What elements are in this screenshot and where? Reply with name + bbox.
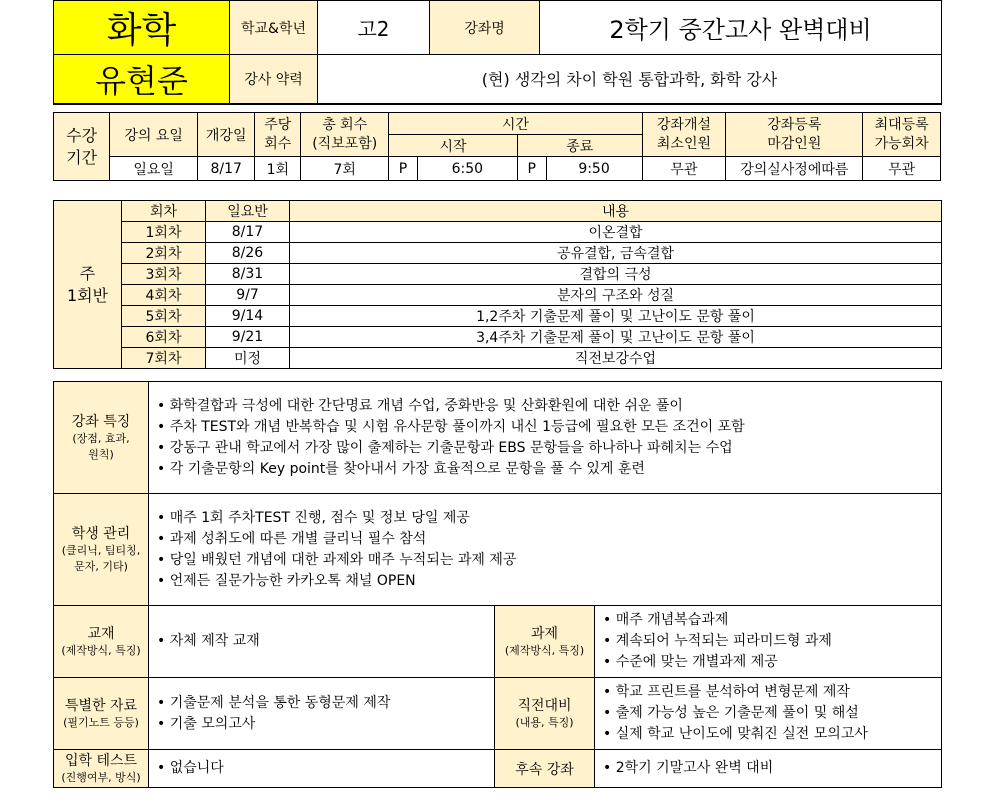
date-cell: 9/14 [206, 306, 290, 327]
content-header: 내용 [290, 201, 942, 222]
table-row [54, 348, 942, 369]
list-item: • 주차 TEST와 개념 반복학습 및 시험 유사문항 풀이까지 내신 1등급에 필요한 모든 조건이 포함 [157, 417, 941, 438]
start-date-header: 개강일 [198, 113, 255, 157]
session-cell: 3회차 [122, 264, 206, 285]
header-table [53, 0, 942, 105]
session-cell: 2회차 [122, 243, 206, 264]
special-list [149, 678, 495, 750]
management-label: 학생 관리 (클리닉, 팀티칭, 문자, 기타) [54, 494, 149, 606]
list-item: • 각 기출문항의 Key point를 찾아내서 가장 효율적으로 문항을 풀 수 있게 훈련 [157, 459, 941, 480]
features-list [149, 382, 942, 494]
final-list [595, 678, 942, 750]
weekly-header: 주당 회수 [255, 113, 301, 157]
date-cell: 8/26 [206, 243, 290, 264]
homework-label: 과제 (제작방식, 특징) [495, 606, 595, 678]
special-label: 특별한 자료 (필기노트 등등) [54, 678, 149, 750]
day-value: 일요일 [110, 157, 198, 181]
list-item: • 화학결합과 극성에 대한 간단명료 개념 수업, 중화반응 및 산화환원에 대한 쉬운 풀이 [157, 396, 941, 417]
min-header: 강좌개설 최소인원 [642, 113, 726, 157]
content-cell: 공유결합, 금속결합 [290, 243, 942, 264]
table-row [54, 264, 942, 285]
list-item: • 계속되어 누적되는 피라미드형 과제 [603, 631, 941, 652]
details-table [53, 381, 942, 788]
table-row [54, 306, 942, 327]
features-label: 강좌 특징 (장점, 효과, 원칙) [54, 382, 149, 494]
course-name-value: 2학기 중간고사 완벽대비 [540, 1, 942, 55]
session-cell: 4회차 [122, 285, 206, 306]
final-label: 직전대비 (내용, 특징) [495, 678, 595, 750]
table-row [54, 285, 942, 306]
date-cell: 8/17 [206, 222, 290, 243]
time-header: 시간 [389, 113, 642, 135]
content-cell: 분자의 구조와 성질 [290, 285, 942, 306]
list-item: • 수준에 맞는 개별과제 제공 [603, 652, 941, 673]
date-header: 일요반 [206, 201, 290, 222]
period-label: 수강 기간 [54, 113, 110, 181]
management-list [149, 494, 942, 606]
start-ampm: P [389, 157, 418, 181]
session-cell: 6회차 [122, 327, 206, 348]
table-row [54, 243, 942, 264]
table-row [54, 222, 942, 243]
total-value: 7회 [301, 157, 389, 181]
teacher-name: 유현준 [54, 55, 230, 104]
entrance-list [149, 750, 495, 788]
day-header: 강의 요일 [110, 113, 198, 157]
time-start-header: 시작 [389, 135, 518, 157]
plan-table [53, 200, 942, 369]
plan-label: 주 1회반 [54, 201, 122, 369]
textbook-list [149, 606, 495, 678]
list-item: • 학교 프린트를 분석하여 변형문제 제작 [603, 682, 941, 703]
schedule-table [53, 112, 941, 181]
list-item: • 강동구 관내 학교에서 가장 많이 출제하는 기출문항과 EBS 문항들을 하나하나 파헤치는 수업 [157, 438, 941, 459]
course-name-label: 강좌명 [430, 1, 540, 55]
deadline-header: 강좌등록 마감인원 [726, 113, 863, 157]
followup-label: 후속 강좌 [495, 750, 595, 788]
list-item: • 실제 학교 난이도에 맞춰진 실전 모의고사 [603, 724, 941, 745]
content-cell: 3,4주차 기출문제 풀이 및 고난이도 문항 풀이 [290, 327, 942, 348]
session-cell: 1회차 [122, 222, 206, 243]
start-time: 6:50 [417, 157, 517, 181]
list-item: • 매주 개념복습과제 [603, 610, 941, 631]
list-item: • 기출 모의고사 [157, 714, 494, 735]
list-item: • 없습니다 [157, 758, 494, 779]
followup-list [595, 750, 942, 788]
subject-title: 화학 [54, 1, 230, 55]
table-row [54, 327, 942, 348]
school-grade-label: 학교&학년 [230, 1, 318, 55]
session-cell: 7회차 [122, 348, 206, 369]
homework-list [595, 606, 942, 678]
list-item: • 당일 배웠던 개념에 대한 과제와 매주 누적되는 과제 제공 [157, 550, 941, 571]
list-item: • 기출문제 분석을 통한 동형문제 제작 [157, 693, 494, 714]
list-item: • 출제 가능성 높은 기출문제 풀이 및 해설 [603, 703, 941, 724]
weekly-value: 1회 [255, 157, 301, 181]
start-date-value: 8/17 [198, 157, 255, 181]
session-header: 회차 [122, 201, 206, 222]
deadline-value: 강의실사정에따름 [726, 157, 863, 181]
list-item: • 과제 성취도에 따른 개별 클리닉 필수 참석 [157, 529, 941, 550]
session-cell: 5회차 [122, 306, 206, 327]
min-value: 무관 [642, 157, 726, 181]
date-cell: 8/31 [206, 264, 290, 285]
list-item: • 2학기 기말고사 완벽 대비 [603, 758, 941, 779]
content-cell: 직전보강수업 [290, 348, 942, 369]
textbook-label: 교재 (제작방식, 특징) [54, 606, 149, 678]
date-cell: 미정 [206, 348, 290, 369]
max-header: 최대등록 가능회차 [863, 113, 941, 157]
end-time: 9:50 [546, 157, 642, 181]
school-grade-value: 고2 [318, 1, 430, 55]
content-cell: 1,2주차 기출문제 풀이 및 고난이도 문항 풀이 [290, 306, 942, 327]
content-cell: 결합의 극성 [290, 264, 942, 285]
profile-label: 강사 약력 [230, 55, 318, 104]
date-cell: 9/21 [206, 327, 290, 348]
content-cell: 이온결합 [290, 222, 942, 243]
list-item: • 언제든 질문가능한 카카오톡 채널 OPEN [157, 571, 941, 592]
max-value: 무관 [863, 157, 941, 181]
list-item: • 매주 1회 주차TEST 진행, 점수 및 정보 당일 제공 [157, 508, 941, 529]
total-header: 총 회수 (직보포함) [301, 113, 389, 157]
date-cell: 9/7 [206, 285, 290, 306]
list-item: • 자체 제작 교재 [157, 631, 494, 652]
entrance-label: 입학 테스트 (진행여부, 방식) [54, 750, 149, 788]
profile-value: (현) 생각의 차이 학원 통합과학, 화학 강사 [318, 55, 942, 104]
end-ampm: P [517, 157, 546, 181]
time-end-header: 종료 [517, 135, 642, 157]
